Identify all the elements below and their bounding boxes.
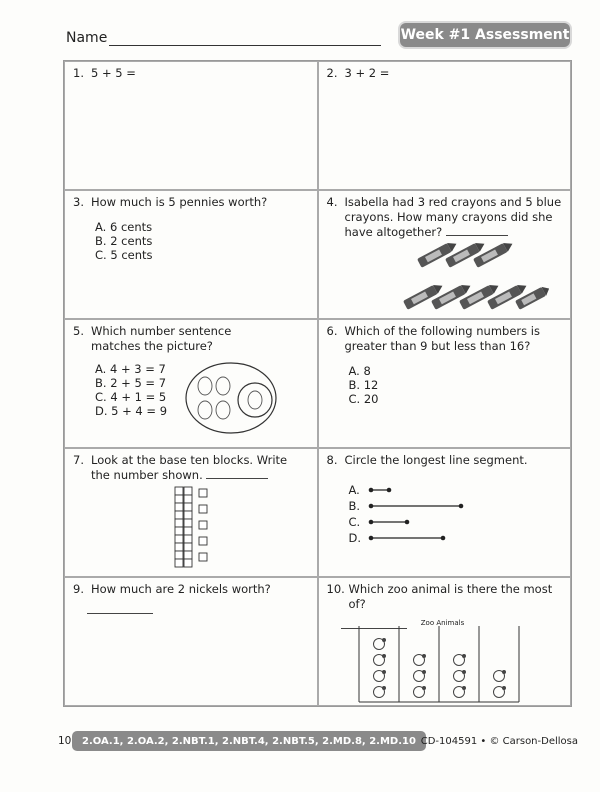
crayons-illustration bbox=[399, 243, 549, 319]
bird-head bbox=[502, 670, 506, 674]
question-text: Which of the following numbers is greater than 9 but less than 16? bbox=[344, 324, 540, 353]
segment-endpoint bbox=[404, 520, 409, 525]
red-crayons bbox=[417, 243, 515, 268]
option-b[interactable]: B. 2 + 5 = 7 bbox=[95, 376, 167, 390]
question-number: 4. bbox=[326, 195, 338, 209]
footer bbox=[58, 731, 578, 753]
question-3 bbox=[64, 190, 318, 319]
question-text: 3 + 2 = bbox=[344, 66, 390, 80]
question-number: 5. bbox=[73, 324, 84, 338]
one-unit bbox=[199, 489, 207, 497]
pear-icon bbox=[198, 401, 212, 419]
bird-head bbox=[502, 686, 506, 690]
ten-rod-unit bbox=[184, 487, 192, 495]
one-unit bbox=[199, 505, 207, 513]
question-number: 10. bbox=[326, 582, 345, 596]
pear-icon bbox=[216, 377, 230, 395]
question-text: Look at the base ten blocks. Write the number shown. bbox=[91, 453, 288, 482]
line-segments bbox=[367, 482, 487, 546]
question-text: How much are 2 nickels worth? bbox=[91, 582, 271, 596]
ten-rod-unit bbox=[175, 559, 183, 567]
option-a[interactable]: A. 6 cents bbox=[95, 220, 153, 234]
option-b[interactable]: B. 12 bbox=[348, 378, 379, 392]
ten-rod-unit bbox=[175, 511, 183, 519]
question-number: 2. bbox=[326, 66, 338, 80]
one-unit bbox=[199, 537, 207, 545]
ten-rod-unit bbox=[175, 503, 183, 511]
ten-rod-unit bbox=[184, 543, 192, 551]
pear-icon bbox=[216, 401, 230, 419]
question-1 bbox=[64, 61, 318, 190]
option-a[interactable]: A. 4 + 3 = 7 bbox=[95, 362, 166, 376]
ten-rod-unit bbox=[184, 495, 192, 503]
ten-rod-unit bbox=[175, 495, 183, 503]
ten-rod-unit bbox=[175, 527, 183, 535]
option-a[interactable]: A. bbox=[348, 483, 360, 497]
question-10 bbox=[318, 577, 572, 706]
segment-endpoint bbox=[368, 520, 373, 525]
answer-line[interactable] bbox=[206, 468, 268, 479]
question-grid bbox=[63, 60, 572, 707]
page-number: 10 bbox=[58, 735, 72, 747]
segment-endpoint bbox=[440, 536, 445, 541]
option-b[interactable]: B. 2 cents bbox=[95, 234, 153, 248]
ten-rod-unit bbox=[175, 543, 183, 551]
ten-rod-unit bbox=[175, 551, 183, 559]
question-text: 5 + 5 = bbox=[91, 66, 136, 80]
ten-rod-unit bbox=[184, 519, 192, 527]
question-6 bbox=[318, 319, 572, 448]
ten-rod-unit bbox=[184, 551, 192, 559]
option-c[interactable]: C. bbox=[348, 515, 361, 529]
option-c[interactable]: C. 5 cents bbox=[95, 248, 153, 262]
option-b[interactable]: B. bbox=[348, 499, 361, 513]
option-d[interactable]: D. bbox=[348, 531, 362, 545]
question-2 bbox=[318, 61, 572, 190]
one-unit bbox=[199, 553, 207, 561]
question-number: 1. bbox=[73, 66, 84, 80]
giraffe-head bbox=[422, 670, 426, 674]
zebra-head bbox=[382, 670, 386, 674]
pictograph-title: Zoo Animals bbox=[420, 619, 465, 627]
lion-head bbox=[462, 670, 466, 674]
zebra-head bbox=[382, 654, 386, 658]
name-field[interactable] bbox=[109, 31, 381, 46]
question-8 bbox=[318, 448, 572, 577]
question-text: Circle the longest line segment. bbox=[344, 453, 528, 467]
segment-endpoint bbox=[368, 488, 373, 493]
one-unit bbox=[199, 521, 207, 529]
giraffe-head bbox=[422, 654, 426, 658]
segment-endpoint bbox=[368, 536, 373, 541]
option-c[interactable]: C. 20 bbox=[348, 392, 379, 406]
base-ten-blocks bbox=[173, 485, 233, 575]
question-text: Which zoo animal is there the most of? bbox=[348, 582, 553, 611]
pear-icon bbox=[198, 377, 212, 395]
zebra-head bbox=[382, 638, 386, 642]
answer-line[interactable] bbox=[87, 603, 153, 614]
question-number: 9. bbox=[73, 582, 84, 596]
ten-rod-unit bbox=[184, 511, 192, 519]
option-c[interactable]: C. 4 + 1 = 5 bbox=[95, 390, 167, 404]
segment-endpoint bbox=[386, 488, 391, 493]
ten-rod-unit bbox=[184, 559, 192, 567]
segment-endpoint bbox=[458, 504, 463, 509]
question-number: 8. bbox=[326, 453, 338, 467]
question-4 bbox=[318, 190, 572, 319]
giraffe-head bbox=[422, 686, 426, 690]
question-9 bbox=[64, 577, 318, 706]
answer-line[interactable] bbox=[446, 225, 508, 236]
ten-rod-unit bbox=[184, 503, 192, 511]
pear-icon bbox=[248, 391, 262, 409]
question-text: Which number sentence matches the picture? bbox=[91, 324, 232, 353]
ten-rod-unit bbox=[184, 535, 192, 543]
standards-badge: 2.OA.1, 2.OA.2, 2.NBT.1, 2.NBT.4, 2.NBT.5, 2.MD.8, 2.MD.10 bbox=[72, 731, 426, 751]
ten-rod-unit bbox=[184, 527, 192, 535]
lion-head bbox=[462, 654, 466, 658]
copyright: CD-104591 • © Carson-Dellosa bbox=[420, 736, 578, 747]
question-5 bbox=[64, 319, 318, 448]
zebra-head bbox=[382, 686, 386, 690]
question-text: How much is 5 pennies worth? bbox=[91, 195, 268, 209]
question-number: 3. bbox=[73, 195, 84, 209]
segment-endpoint bbox=[368, 504, 373, 509]
lion-head bbox=[462, 686, 466, 690]
name-row bbox=[66, 30, 381, 46]
name-label: Name bbox=[66, 30, 108, 46]
question-number: 6. bbox=[326, 324, 338, 338]
question-text: Isabella had 3 red crayons and 5 blue crayons. How many crayons did she have altogether? bbox=[344, 195, 562, 239]
pears-set-diagram bbox=[183, 360, 279, 436]
zoo-pictograph bbox=[357, 626, 527, 706]
ten-rod-unit bbox=[175, 519, 183, 527]
assessment-badge: Week #1 Assessment bbox=[400, 23, 570, 47]
option-a[interactable]: A. 8 bbox=[348, 364, 371, 378]
question-number: 7. bbox=[73, 453, 84, 467]
question-7 bbox=[64, 448, 318, 577]
option-d[interactable]: D. 5 + 4 = 9 bbox=[95, 404, 168, 418]
blue-crayons bbox=[403, 281, 549, 310]
ten-rod-unit bbox=[175, 535, 183, 543]
ten-rod-unit bbox=[175, 487, 183, 495]
